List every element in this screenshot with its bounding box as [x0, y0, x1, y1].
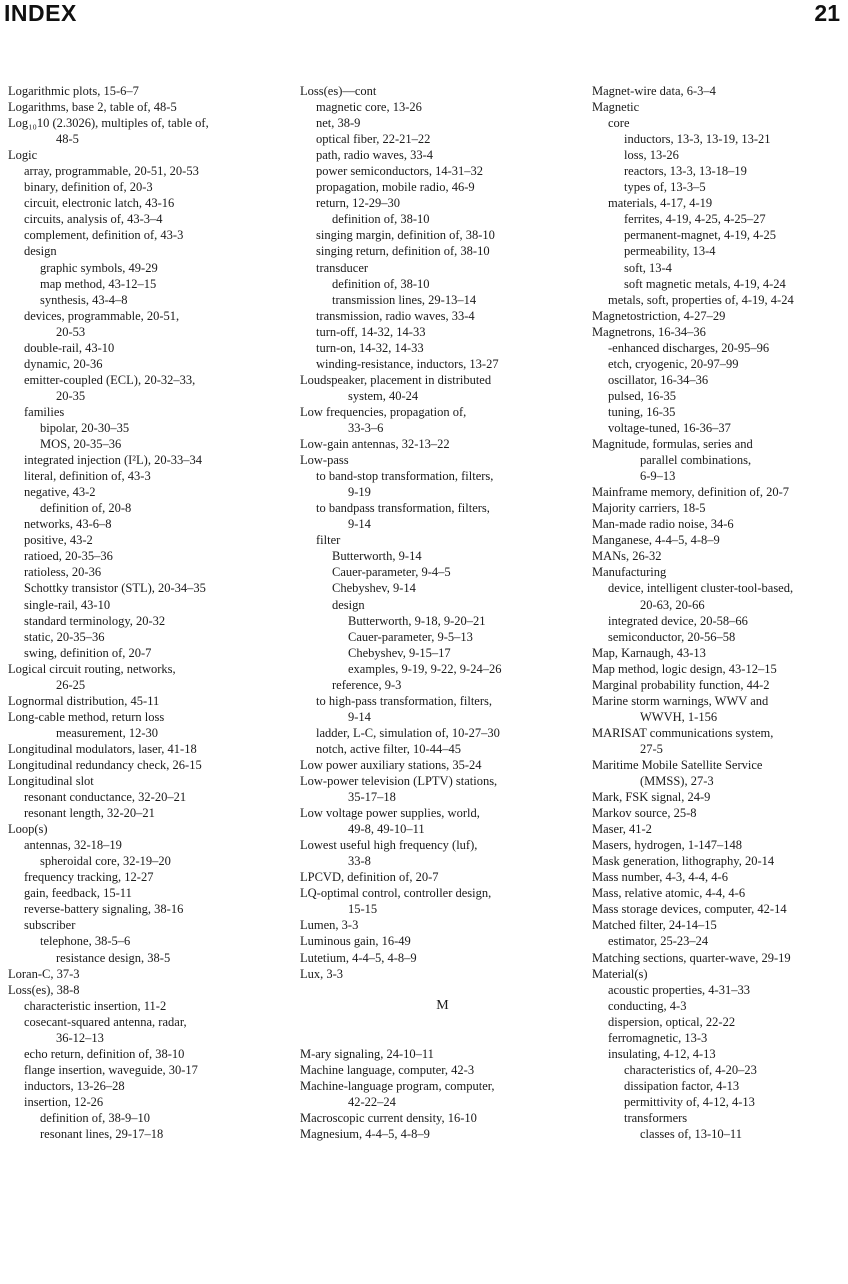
index-subentry: telephone, 38-5–6 — [40, 934, 131, 949]
index-subentry: transmission, radio waves, 33-4 — [316, 308, 475, 323]
index-subentry: reference, 9-3 — [332, 677, 402, 692]
section-letter: M — [436, 997, 449, 1013]
index-subentry: MOS, 20-35–36 — [40, 437, 122, 452]
index-subentry: 9-14 — [348, 517, 371, 532]
index-subentry: system, 40-24 — [348, 388, 419, 403]
index-subentry: filter — [316, 533, 341, 548]
index-entry: Magnesium, 4-4–5, 4-8–9 — [300, 1126, 430, 1141]
index-entry: Manganese, 4-4–5, 4-8–9 — [592, 533, 720, 548]
index-subentry: characteristics of, 4-20–23 — [624, 1062, 757, 1077]
index-subentry: Chebyshev, 9-15–17 — [348, 645, 451, 660]
index-entry: Majority carriers, 18-5 — [592, 501, 706, 516]
index-subentry: 48-5 — [56, 132, 79, 147]
index-subentry: integrated injection (I²L), 20-33–34 — [24, 453, 202, 468]
index-subentry: complement, definition of, 43-3 — [24, 228, 184, 243]
index-entry: Matched filter, 24-14–15 — [592, 918, 717, 933]
index-subentry: Chebyshev, 9-14 — [332, 581, 416, 596]
index-subentry: turn-on, 14-32, 14-33 — [316, 340, 424, 355]
index-subentry: 20-63, 20-66 — [640, 597, 705, 612]
index-subentry: flange insertion, waveguide, 30-17 — [24, 1062, 198, 1077]
index-subentry: inductors, 13-26–28 — [24, 1078, 125, 1093]
index-entry: Luminous gain, 16-49 — [300, 934, 411, 949]
index-subentry: ladder, L-C, simulation of, 10-27–30 — [316, 725, 500, 740]
index-subentry: estimator, 25-23–24 — [608, 934, 709, 949]
index-entry: Masers, hydrogen, 1-147–148 — [592, 838, 742, 853]
index-entry: Low-pass — [300, 453, 349, 468]
index-subentry: Cauer-parameter, 9-4–5 — [332, 565, 451, 580]
index-subentry: parallel combinations, — [640, 453, 752, 468]
index-entry: Loudspeaker, placement in distributed — [300, 372, 492, 387]
index-subentry: 20-53 — [56, 324, 86, 339]
index-entry: Macroscopic current density, 16-10 — [300, 1110, 477, 1125]
index-subentry: optical fiber, 22-21–22 — [316, 132, 431, 147]
index-entry: Man-made radio noise, 34-6 — [592, 517, 734, 532]
index-entry: Markov source, 25-8 — [592, 806, 697, 821]
index-subentry: resonant length, 32-20–21 — [24, 806, 155, 821]
index-subentry: array, programmable, 20-51, 20-53 — [24, 164, 199, 179]
index-subentry: emitter-coupled (ECL), 20-32–33, — [24, 372, 196, 387]
index-subentry: echo return, definition of, 38-10 — [24, 1046, 185, 1061]
index-entry: Machine language, computer, 42-3 — [300, 1062, 475, 1077]
index-subentry: semiconductor, 20-56–58 — [608, 629, 736, 644]
index-subentry: 33-8 — [348, 854, 371, 869]
index-entry: Low voltage power supplies, world, — [300, 806, 480, 821]
index-subentry: cosecant-squared antenna, radar, — [24, 1014, 187, 1029]
index-subentry: loss, 13-26 — [624, 148, 679, 163]
index-entry: Magnet-wire data, 6-3–4 — [592, 84, 716, 98]
index-subentry: magnetic core, 13-26 — [316, 100, 422, 115]
index-subentry: dispersion, optical, 22-22 — [608, 1014, 736, 1029]
index-subentry: permittivity of, 4-12, 4-13 — [624, 1094, 755, 1109]
index-entry: Marine storm warnings, WWV and — [592, 693, 769, 708]
index-entry: Lutetium, 4-4–5, 4-8–9 — [300, 950, 417, 965]
index-entry: Logarithmic plots, 15-6–7 — [8, 84, 139, 98]
index-subentry: swing, definition of, 20-7 — [24, 645, 152, 660]
page-number: 21 — [814, 0, 840, 26]
index-entry: Loss(es)—cont — [300, 84, 377, 98]
index-subentry: ferrites, 4-19, 4-25, 4-25–27 — [624, 212, 766, 227]
index-subentry: antennas, 32-18–19 — [24, 838, 122, 853]
index-entry: Magnitude, formulas, series and — [592, 437, 753, 452]
index-subentry: ratioed, 20-35–36 — [24, 549, 113, 564]
index-subentry: Schottky transistor (STL), 20-34–35 — [24, 581, 206, 596]
index-subentry: acoustic properties, 4-31–33 — [608, 982, 750, 997]
index-subentry: measurement, 12-30 — [56, 725, 159, 740]
index-subentry: double-rail, 43-10 — [24, 340, 115, 355]
index-column-2 — [300, 83, 585, 1142]
index-subentry: core — [608, 116, 630, 131]
index-subentry: devices, programmable, 20-51, — [24, 308, 180, 323]
index-entry: LPCVD, definition of, 20-7 — [300, 870, 439, 885]
index-entry: Longitudinal slot — [8, 774, 94, 789]
index-subentry: graphic symbols, 49-29 — [40, 260, 158, 275]
index-entry: Long-cable method, return loss — [8, 709, 165, 724]
index-subentry: to band-stop transformation, filters, — [316, 469, 494, 484]
index-entry: Mass storage devices, computer, 42-14 — [592, 902, 787, 917]
index-subentry: net, 38-9 — [316, 116, 361, 131]
index-entry: Magnetrons, 16-34–36 — [592, 324, 706, 339]
page-title: INDEX — [4, 0, 77, 26]
index-entry: Longitudinal modulators, laser, 41-18 — [8, 741, 197, 756]
index-entry: LQ-optimal control, controller design, — [300, 886, 492, 901]
index-entry: Lux, 3-3 — [300, 966, 344, 981]
index-subentry: winding-resistance, inductors, 13-27 — [316, 356, 499, 371]
index-subentry: ratioless, 20-36 — [24, 565, 102, 580]
index-subentry: 36-12–13 — [56, 1030, 104, 1045]
index-subentry: tuning, 16-35 — [608, 404, 676, 419]
index-subentry: circuit, electronic latch, 43-16 — [24, 196, 175, 211]
index-subentry: resonant lines, 29-17–18 — [40, 1127, 164, 1142]
index-subentry: inductors, 13-3, 13-19, 13-21 — [624, 132, 771, 147]
index-subentry: etch, cryogenic, 20-97–99 — [608, 356, 739, 371]
index-subentry: 42-22–24 — [348, 1094, 396, 1109]
index-subentry: conducting, 4-3 — [608, 998, 687, 1013]
index-subentry: positive, 43-2 — [24, 533, 93, 548]
index-subentry: design — [332, 597, 365, 612]
index-entry: Lowest useful high frequency (luf), — [300, 838, 478, 853]
index-subentry: ferromagnetic, 13-3 — [608, 1030, 708, 1045]
index-subentry: (MMSS), 27-3 — [640, 774, 714, 789]
index-subentry: singing margin, definition of, 38-10 — [316, 228, 495, 243]
index-subentry: map method, 43-12–15 — [40, 276, 157, 291]
index-subentry: reverse-battery signaling, 38-16 — [24, 902, 184, 917]
index-subentry: binary, definition of, 20-3 — [24, 180, 153, 195]
index-subentry: transformers — [624, 1111, 688, 1125]
index-entry: Mark, FSK signal, 24-9 — [592, 790, 711, 805]
index-subentry: voltage-tuned, 16-36–37 — [608, 420, 731, 435]
index-subentry: 20-35 — [56, 388, 86, 403]
index-subentry: transducer — [316, 260, 369, 275]
index-subentry: Cauer-parameter, 9-5–13 — [348, 629, 473, 644]
index-subentry: synthesis, 43-4–8 — [40, 292, 128, 307]
index-subentry: soft magnetic metals, 4-19, 4-24 — [624, 276, 786, 291]
index-entry: Mask generation, lithography, 20-14 — [592, 854, 775, 869]
index-entry: Loran-C, 37-3 — [8, 966, 80, 981]
index-subentry: materials, 4-17, 4-19 — [608, 196, 713, 211]
index-subentry: device, intelligent cluster-tool-based, — [608, 581, 794, 596]
index-entry: Mass, relative atomic, 4-4, 4-6 — [592, 886, 746, 901]
index-subentry: 33-3–6 — [348, 420, 384, 435]
index-subentry: design — [24, 244, 57, 259]
index-entry: Marginal probability function, 44-2 — [592, 677, 770, 692]
index-subentry: gain, feedback, 15-11 — [24, 886, 132, 901]
index-subentry: singing return, definition of, 38-10 — [316, 244, 490, 259]
index-entry: Map, Karnaugh, 43-13 — [592, 645, 706, 660]
index-entry: Manufacturing — [592, 565, 667, 580]
index-entry: Map method, logic design, 43-12–15 — [592, 661, 777, 676]
index-subentry: literal, definition of, 43-3 — [24, 469, 151, 484]
index-subentry: integrated device, 20-58–66 — [608, 613, 748, 628]
index-subentry: 6-9–13 — [640, 469, 676, 484]
index-subentry: 27-5 — [640, 741, 663, 756]
index-subentry: bipolar, 20-30–35 — [40, 420, 130, 435]
index-entry: Lumen, 3-3 — [300, 918, 359, 933]
index-subentry: dissipation factor, 4-13 — [624, 1078, 740, 1093]
index-entry: Material(s) — [592, 966, 648, 981]
index-entry: Loss(es), 38-8 — [8, 982, 80, 997]
index-entry: Maser, 41-2 — [592, 822, 652, 837]
index-entry: Matching sections, quarter-wave, 29-19 — [592, 950, 791, 965]
index-subentry: insertion, 12-26 — [24, 1094, 104, 1109]
index-subentry: single-rail, 43-10 — [24, 597, 111, 612]
index-entry: MARISAT communications system, — [592, 725, 774, 740]
index-entry: Longitudinal redundancy check, 26-15 — [8, 757, 202, 772]
index-subentry: definition of, 38-10 — [332, 276, 430, 291]
index-subentry: classes of, 13-10–11 — [640, 1127, 742, 1142]
index-entry: Logarithms, base 2, table of, 48-5 — [8, 100, 177, 115]
index-subentry: insulating, 4-12, 4-13 — [608, 1046, 716, 1061]
index-entry: Mass number, 4-3, 4-4, 4-6 — [592, 870, 728, 885]
index-subentry: definition of, 38-10 — [332, 212, 430, 227]
index-subentry: networks, 43-6–8 — [24, 517, 112, 532]
index-subentry: propagation, mobile radio, 46-9 — [316, 180, 475, 195]
index-subentry: 15-15 — [348, 902, 378, 917]
index-entry: Mainframe memory, definition of, 20-7 — [592, 485, 790, 500]
index-subentry: dynamic, 20-36 — [24, 356, 103, 371]
index-subentry: power semiconductors, 14-31–32 — [316, 164, 483, 179]
index-subentry: spheroidal core, 32-19–20 — [40, 854, 171, 869]
index-entry: M-ary signaling, 24-10–11 — [300, 1046, 434, 1061]
index-subentry: WWVH, 1-156 — [640, 709, 718, 724]
index-subentry: characteristic insertion, 11-2 — [24, 998, 167, 1013]
index-subentry: to bandpass transformation, filters, — [316, 501, 490, 516]
index-subentry: 35-17–18 — [348, 790, 396, 805]
index-entry: Low power auxiliary stations, 35-24 — [300, 757, 482, 772]
index-subentry: frequency tracking, 12-27 — [24, 870, 154, 885]
index-subentry: negative, 43-2 — [24, 485, 96, 500]
index-entry: Low-gain antennas, 32-13–22 — [300, 437, 450, 452]
index-subentry: 9-14 — [348, 709, 371, 724]
index-entry: Machine-language program, computer, — [300, 1078, 495, 1093]
index-entry: Magnetic — [592, 100, 640, 115]
index-subentry: transmission lines, 29-13–14 — [332, 292, 477, 307]
index-subentry: families — [24, 404, 65, 419]
index-subentry: resonant conductance, 32-20–21 — [24, 790, 187, 805]
index-entry: Logical circuit routing, networks, — [8, 661, 176, 676]
index-subentry: Butterworth, 9-18, 9-20–21 — [348, 613, 486, 628]
index-subentry: examples, 9-19, 9-22, 9-24–26 — [348, 661, 502, 676]
index-subentry: types of, 13-3–5 — [624, 180, 706, 195]
index-subentry: definition of, 20-8 — [40, 501, 132, 516]
index-subentry: permeability, 13-4 — [624, 244, 716, 259]
index-column-1 — [8, 83, 288, 1142]
index-subentry: notch, active filter, 10-44–45 — [316, 741, 461, 756]
index-entry: Lognormal distribution, 45-11 — [8, 693, 160, 708]
index-subentry: path, radio waves, 33-4 — [316, 148, 433, 163]
index-subentry: standard terminology, 20-32 — [24, 613, 166, 628]
index-subentry: resistance design, 38-5 — [56, 950, 171, 965]
index-entry: Logic — [8, 148, 38, 163]
index-subentry: pulsed, 16-35 — [608, 388, 677, 403]
index-subentry: reactors, 13-3, 13-18–19 — [624, 164, 747, 179]
index-column-3 — [592, 83, 848, 1142]
index-entry: MANs, 26-32 — [592, 549, 662, 564]
index-subentry: 49-8, 49-10–11 — [348, 822, 425, 837]
index-entry: Magnetostriction, 4-27–29 — [592, 308, 726, 323]
index-subentry: static, 20-35–36 — [24, 629, 105, 644]
index-entry: Log₁₀10 (2.3026), multiples of, table of, — [8, 116, 209, 131]
index-subentry: definition of, 38-9–10 — [40, 1111, 151, 1125]
index-subentry: to high-pass transformation, filters, — [316, 693, 493, 708]
index-entry: Low frequencies, propagation of, — [300, 404, 467, 419]
index-entry: Loop(s) — [8, 822, 48, 837]
index-subentry: subscriber — [24, 918, 76, 933]
index-entry: Maritime Mobile Satellite Service — [592, 757, 763, 772]
index-subentry: -enhanced discharges, 20-95–96 — [608, 340, 770, 355]
index-subentry: turn-off, 14-32, 14-33 — [316, 324, 426, 339]
index-subentry: circuits, analysis of, 43-3–4 — [24, 212, 163, 227]
index-subentry: return, 12-29–30 — [316, 196, 401, 211]
index-subentry: 26-25 — [56, 677, 86, 692]
index-subentry: 9-19 — [348, 485, 371, 500]
index-entry: Low-power television (LPTV) stations, — [300, 774, 498, 789]
index-subentry: oscillator, 16-34–36 — [608, 372, 709, 387]
index-subentry: soft, 13-4 — [624, 260, 672, 275]
index-subentry: metals, soft, properties of, 4-19, 4-24 — [608, 292, 794, 307]
index-subentry: Butterworth, 9-14 — [332, 549, 422, 564]
index-subentry: permanent-magnet, 4-19, 4-25 — [624, 228, 777, 243]
